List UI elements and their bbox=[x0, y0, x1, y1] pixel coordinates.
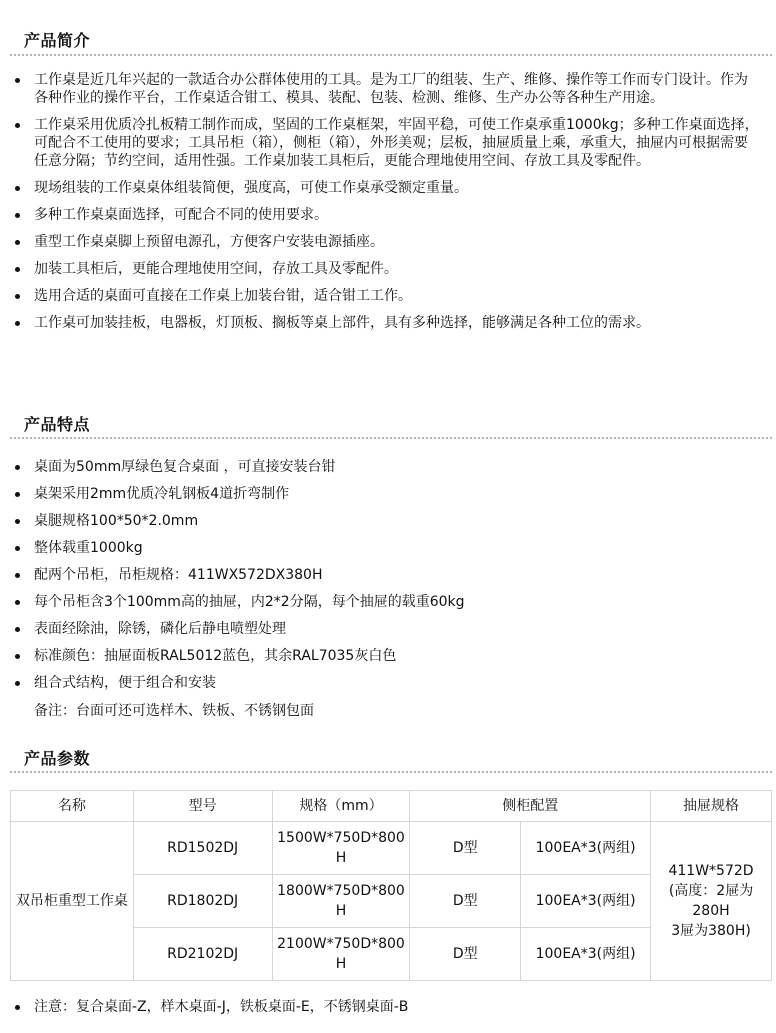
features-list bbox=[0, 458, 760, 701]
header-drawer-spec: 抽屉规格 bbox=[651, 791, 772, 822]
cabinet-type-cell: D型 bbox=[410, 875, 521, 928]
header-spec: 规格（mm） bbox=[272, 791, 410, 822]
spec-cell: 2100W*750D*800H bbox=[272, 928, 410, 981]
list-item: 配两个吊柜，吊柜规格：411WX572DX380H bbox=[0, 566, 760, 584]
list-item: 加装工具柜后，更能合理地使用空间，存放工具及零配件。 bbox=[0, 260, 760, 278]
header-model: 型号 bbox=[133, 791, 272, 822]
section-divider bbox=[10, 54, 772, 56]
table-header-row bbox=[11, 791, 772, 822]
features-note: 备注：台面可还可选样木、铁板、不锈钢包面 bbox=[34, 703, 314, 719]
spec-cell: 1800W*750D*800H bbox=[272, 875, 410, 928]
cabinet-config-cell: 100EA*3(两组) bbox=[521, 822, 651, 875]
model-cell: RD2102DJ bbox=[133, 928, 272, 981]
list-item: 现场组装的工作桌桌体组装简便，强度高，可使工作桌承受额定重量。 bbox=[0, 179, 760, 197]
list-item: 工作桌是近几年兴起的一款适合办公群体使用的工具。是为工厂的组装、生产、维修、操作等工作而专门设计。作为各种作业的操作平台，工作桌适合钳工、模具、装配、包装、检测、维修、生产办公等各种生产用途。 bbox=[0, 71, 760, 107]
cabinet-type-cell: D型 bbox=[410, 928, 521, 981]
list-item: 桌架采用2mm优质冷轧钢板4道折弯制作 bbox=[0, 485, 760, 503]
product-name-cell: 双吊柜重型工作桌 bbox=[11, 822, 134, 981]
drawer-spec-cell: 411W*572D (高度：2屉为280H 3屉为380H) bbox=[651, 822, 772, 981]
params-table bbox=[10, 790, 772, 981]
list-item: 标准颜色：抽屉面板RAL5012蓝色，其余RAL7035灰白色 bbox=[0, 647, 760, 665]
list-item: 表面经除油，除锈，磷化后静电喷塑处理 bbox=[0, 620, 760, 638]
section-title-features: 产品特点 bbox=[24, 415, 91, 434]
list-item: 桌腿规格100*50*2.0mm bbox=[0, 512, 760, 530]
list-item: 桌面为50mm厚绿色复合桌面 ，可直接安装台钳 bbox=[0, 458, 760, 476]
list-item: 每个吊柜含3个100mm高的抽屉，内2*2分隔，每个抽屉的载重60kg bbox=[0, 593, 760, 611]
header-side-cabinet: 侧柜配置 bbox=[410, 791, 651, 822]
header-name: 名称 bbox=[11, 791, 134, 822]
footnote-list bbox=[0, 998, 760, 1025]
section-title-params: 产品参数 bbox=[24, 749, 91, 768]
spec-cell: 1500W*750D*800H bbox=[272, 822, 410, 875]
model-cell: RD1502DJ bbox=[133, 822, 272, 875]
cabinet-type-cell: D型 bbox=[410, 822, 521, 875]
list-item: 注意：复合桌面-Z，样木桌面-J，铁板桌面-E，不锈钢桌面-B bbox=[0, 998, 760, 1016]
cabinet-config-cell: 100EA*3(两组) bbox=[521, 875, 651, 928]
list-item: 工作桌采用优质冷扎板精工制作而成，坚固的工作桌框架，牢固平稳，可使工作桌承重1000kg；多种工作桌面选择，可配合不工使用的要求；工具吊柜（箱），侧柜（箱），外形美观；层板，抽屉质量上乘，承重大，抽屉内可根据需要任意分隔；节约空间，适用性强。工作桌加装工具柜后，更能合理地使用空间、存放工具及零配件。 bbox=[0, 116, 760, 170]
table-row bbox=[11, 822, 772, 875]
list-item: 工作桌可加装挂板，电器板，灯顶板、搁板等桌上部件，具有多种选择，能够满足各种工位的需求。 bbox=[0, 314, 760, 332]
list-item: 多种工作桌桌面选择，可配合不同的使用要求。 bbox=[0, 206, 760, 224]
section-divider bbox=[10, 771, 772, 773]
list-item: 整体载重1000kg bbox=[0, 539, 760, 557]
section-divider bbox=[10, 437, 772, 439]
section-title-intro: 产品简介 bbox=[24, 31, 91, 50]
intro-list bbox=[0, 71, 760, 341]
list-item: 组合式结构，便于组合和安装 bbox=[0, 674, 760, 692]
list-item: 重型工作桌桌脚上预留电源孔，方便客户安装电源插座。 bbox=[0, 233, 760, 251]
cabinet-config-cell: 100EA*3(两组) bbox=[521, 928, 651, 981]
model-cell: RD1802DJ bbox=[133, 875, 272, 928]
list-item: 选用合适的桌面可直接在工作桌上加装台钳，适合钳工工作。 bbox=[0, 287, 760, 305]
